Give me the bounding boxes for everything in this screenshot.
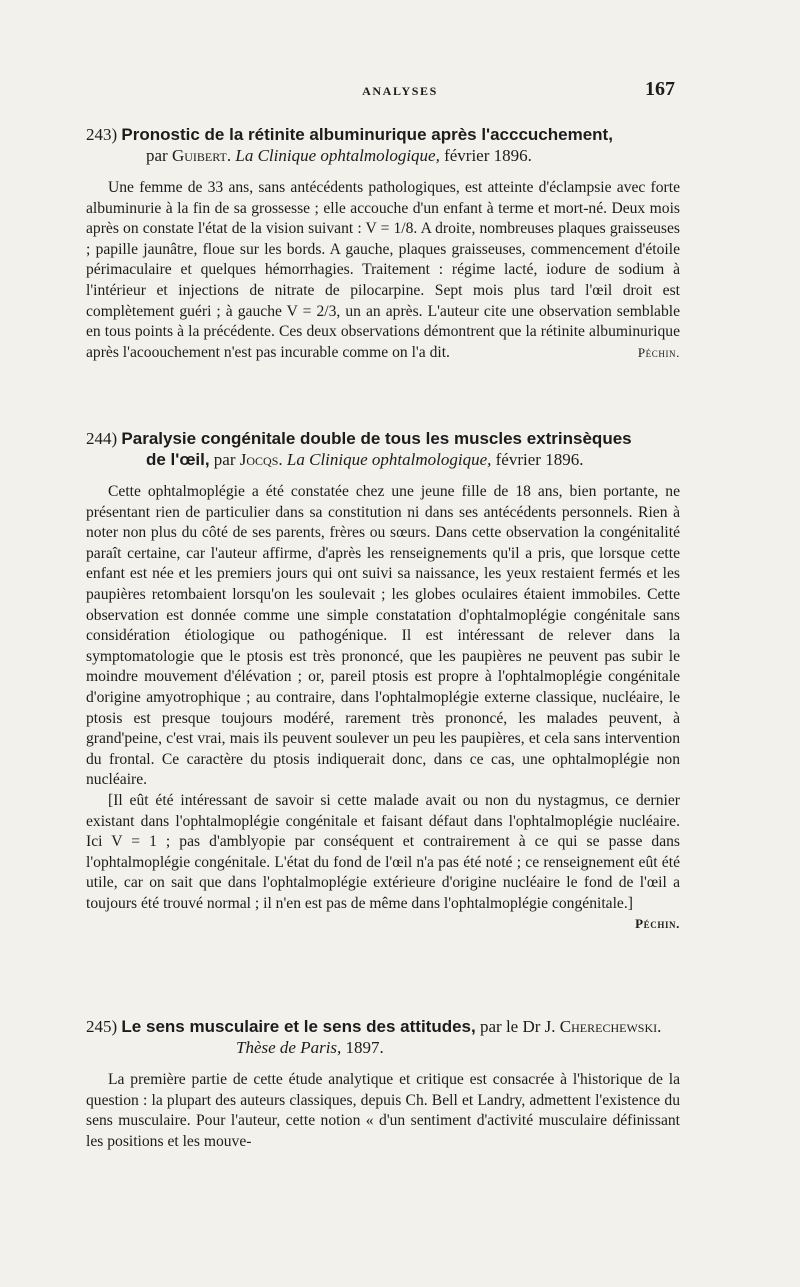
article-244 [86, 428, 680, 934]
article-byline: par Guibert. La Clinique ophtalmologique, février 1896. [146, 146, 532, 165]
signature: Péchin. [637, 345, 680, 361]
article-title-line2: de l'œil, [146, 450, 210, 469]
author: Jocqs. [239, 450, 283, 469]
article-byline [86, 1037, 680, 1058]
running-title: ANALYSES [362, 84, 438, 98]
author-title: Dr [522, 1017, 541, 1036]
page-number: 167 [645, 78, 675, 100]
author: Guibert [171, 146, 227, 165]
date: 1897. [345, 1038, 384, 1057]
article-heading [86, 428, 680, 470]
article-number: 243) [86, 125, 118, 144]
paragraph: La première partie de cette étude analytique et critique est consacrée à l'historique de la question : la plupart des auteurs classiques, depuis Ch. Bell et Landry, admettent l'existence du sens musculaire. Pour l'auteur, cette notion « d'un sentiment d'activité musculaire définissant les positions et les mouve- [86, 1071, 680, 1150]
signature: Péchin. [635, 916, 680, 932]
paragraph: Cette ophtalmoplégie a été constatée chez une jeune fille de 18 ans, bien portante, ne présentant rien de particulier dans sa constitution ni dans ses antécédents personnels. Rien à noter non plus du côté de ses parents, frères ou sœurs. Dans cette observation la congénitalité paraît certaine, car l'auteur affirme, d'après les renseignements qu'il a pris, que lorsque cette enfant est née et les premiers jours qui ont suivi sa naissance, les yeux restaient fermés et les paupières retombaient lorsqu'on les soulevait ; les globes oculaires étaient immobiles. Cette observation est donnée comme une simple constatation d'ophtalmoplégie congénitale sans considération étiologique ou pathogénique. Il est intéressant de relever dans la symptomatologie que le ptosis est très prononcé, que les paupières ne peuvent pas subir le moindre mouvement d'élévation ; or, pareil ptosis est propre à l'ophtalmoplégie congénitale d'origine amyotrophique ; au contraire, dans l'ophtalmoplégie externe classique, nucléaire, le ptosis est presque toujours modéré, rarement très prononcé, les malades peuvent, à grand'peine, c'est vrai, mais ils peuvent soulever un peu les paupières, et cela sans intervention du frontal. Ce caractère du ptosis indiquerait donc, dans ce cas, une ophtalmoplégie non nucléaire. [86, 483, 680, 789]
author: J. Cherechewski. [544, 1017, 662, 1036]
article-title: Le sens musculaire et le sens des attitudes, [121, 1017, 476, 1036]
article-number: 244) [86, 429, 118, 448]
article-245 [86, 1016, 680, 1152]
journal: La Clinique ophtalmologique, [286, 450, 492, 469]
paragraph: [Il eût été intéressant de savoir si cette malade avait ou non du nystagmus, ce dernier existant dans l'ophtalmoplégie congénitale et faisant défaut dans l'ophtalmoplégie nucléaire. Ici V = 1 ; pas d'amblyopie par conséquent et contrairement à ce qui se passe dans l'ophtalmoplégie congénitale. L'état du fond de l'œil n'a pas été noté ; ce renseignement eût été utile, car on sait que dans l'ophtalmoplégie extérieure d'origine nucléaire le fond de l'œil a toujours été trouvé normal ; il n'en est pas de même dans l'ophtalmoplégie congénitale.] [86, 791, 680, 912]
article-number: 245) [86, 1017, 118, 1036]
journal: La Clinique ophtalmologique, [235, 146, 440, 165]
article-243 [86, 124, 680, 363]
article-heading [86, 124, 680, 166]
date: février 1896. [495, 450, 584, 469]
article-title: Pronostic de la rétinite albuminurique après l'acccuchement, [121, 125, 613, 144]
article-heading: 245) Le sens musculaire et le sens des attitudes, par le Dr J. Cherechewski. Thèse de Paris, 1897. [86, 1016, 680, 1058]
article-byline: de l'œil, par Jocqs. La Clinique ophtalmologique, février 1896. [146, 450, 584, 469]
article-title-line1: Paralysie congénitale double de tous les muscles extrinsèques [121, 429, 632, 448]
journal: Thèse de Paris, [236, 1038, 342, 1057]
paragraph: Une femme de 33 ans, sans antécédents pathologiques, est atteinte d'éclampsie avec forte albuminurie à la fin de sa grossesse ; elle accouche d'un enfant à terme et mort-né. Deux mois après on constate l'état de la vision suivant : V = 1/8. A droite, nombreuses plaques graisseuses ; papille jaunâtre, floue sur les bords. A gauche, plaques graisseuses, commencement d'étoile périmaculaire et quelques hémorrhagies. Traitement : régime lacté, iodure de sodium à l'intérieur et injections de nitrate de pilocarpine. Sept mois plus tard l'œil droit est complètement guéri ; à gauche V = 2/3, un an après. L'auteur cite une observation semblable en tous points à la précédente. Ces deux observations démontrent que la rétinite albuminurique après l'acoouchement n'est pas incurable comme on l'a dit. [86, 179, 680, 361]
date: février 1896. [444, 146, 532, 165]
running-head [0, 78, 800, 106]
